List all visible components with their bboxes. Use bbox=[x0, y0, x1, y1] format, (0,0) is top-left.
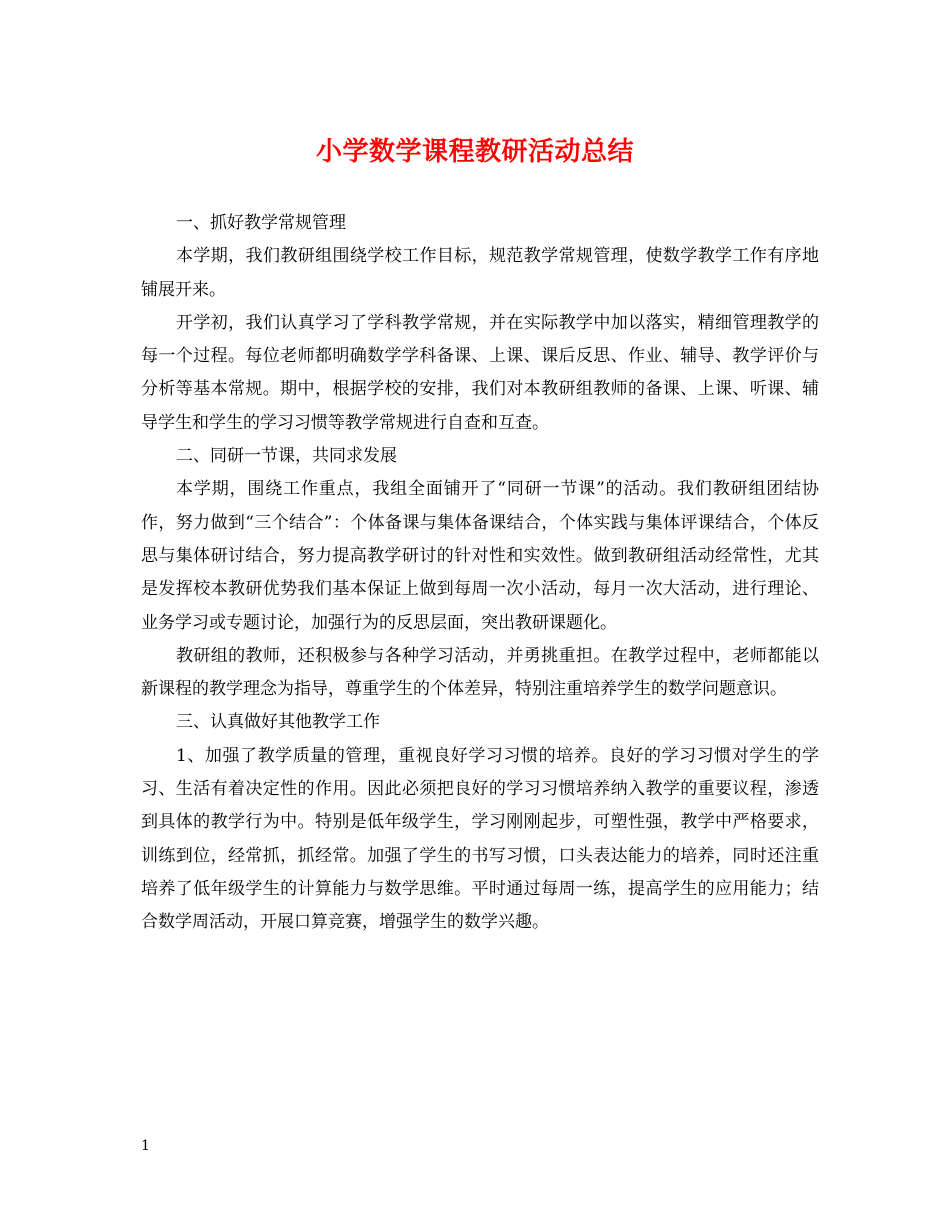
section-heading: 三、认真做好其他教学工作 bbox=[176, 712, 380, 733]
document-title: 小学数学课程教研活动总结 bbox=[315, 137, 634, 167]
paragraph: 1、加强了教学质量的管理，重视良好学习习惯的培养。良好的学习习惯对学生的学习、生活有着决定性的作用。因此必须把良好的学习习惯培养纳入教学的重要议程，渗透到具体的教学行为中。特别是低年级学生，学习刚刚起步，可塑性强，教学中严格要求，训练到位，经常抓，抓经常。加强了学生的书写习惯，口头表达能力的培养，同时还注重培养了低年级学生的计算能力与数学思维。平时通过每周一练，提高学生的应用能力；结合数学周活动，开展口算竞赛，增强学生的数学兴趣。 bbox=[141, 745, 819, 933]
paragraph: 本学期，围绕工作重点，我组全面铺开了“同研一节课”的活动。我们教研组团结协作，努力做到“三个结合”：个体备课与集体备课结合，个体实践与集体评课结合，个体反思与集体研讨结合，努力提高教学研讨的针对性和实效性。做到教研组活动经常性，尤其是发挥校本教研优势我们基本保证上做到每周一次小活动，每月一次大活动，进行理论、业务学习或专题讨论，加强行为的反思层面，突出教研课题化。 bbox=[141, 479, 819, 633]
section-heading: 二、同研一节课，共同求发展 bbox=[176, 446, 397, 467]
paragraph: 开学初，我们认真学习了学科教学常规，并在实际教学中加以落实，精细管理教学的每一个过程。每位老师都明确数学学科备课、上课、课后反思、作业、辅导、教学评价与分析等基本常规。期中，根据学校的安排，我们对本教研组教师的备课、上课、听课、辅导学生和学生的学习习惯等教学常规进行自查和互查。 bbox=[141, 312, 819, 433]
document-body bbox=[141, 207, 819, 940]
paragraph: 本学期，我们教研组围绕学校工作目标，规范教学常规管理，使数学教学工作有序地铺展开来。 bbox=[141, 246, 819, 300]
page-number: 1 bbox=[141, 1138, 150, 1154]
paragraph: 教研组的教师，还积极参与各种学习活动，并勇挑重担。在教学过程中，老师都能以新课程的教学理念为指导，尊重学生的个体差异，特别注重培养学生的数学问题意识。 bbox=[141, 645, 819, 700]
section-heading: 一、抓好教学常规管理 bbox=[176, 213, 346, 233]
